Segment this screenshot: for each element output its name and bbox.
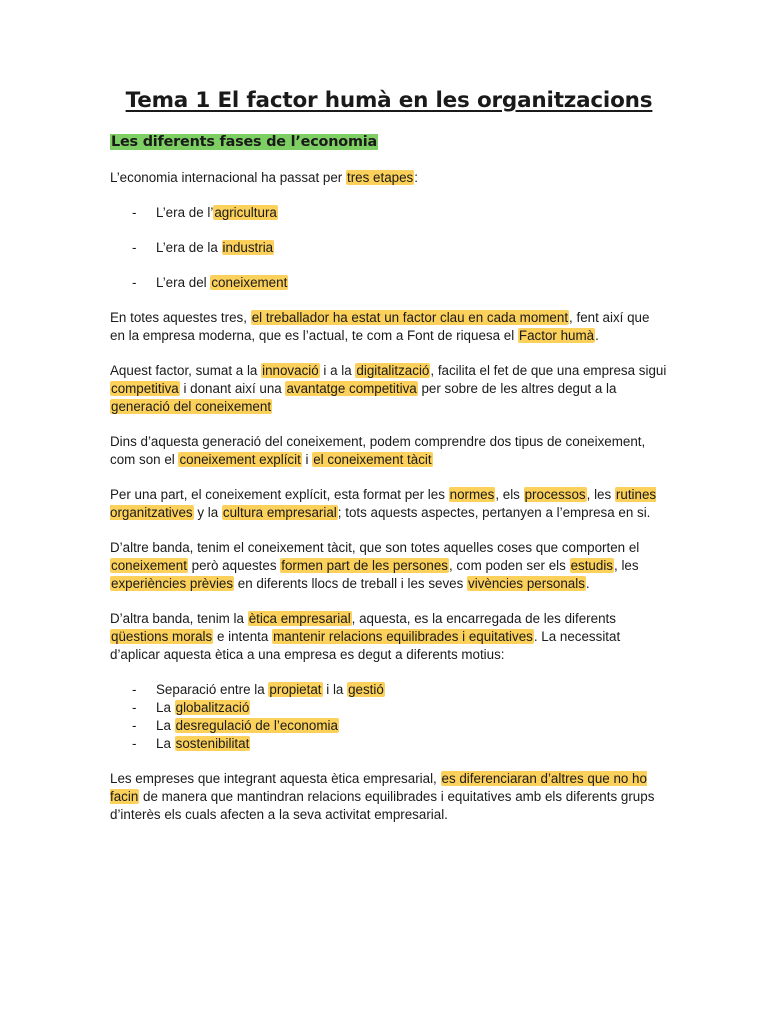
list-item: - Separació entre la propietat i la gestió <box>110 681 668 699</box>
closing-paragraph: Les empreses que integrant aquesta ètica empresarial, es diferenciaran d’altres que no ho facin de manera que mantindran relacions equilibrades i equitatives amb els diferents grups d’interès els cuals afecten a la seva activitat empresarial. <box>110 771 655 822</box>
highlighted-text: mantenir relacions equilibrades i equitatives <box>273 629 533 644</box>
list-item: - L’era de la industria <box>110 239 668 257</box>
highlighted-text: el coneixement tàcit <box>313 452 432 467</box>
highlighted-text: tres etapes <box>346 170 414 185</box>
highlighted-text: experiències prèvies <box>111 576 234 591</box>
highlighted-text: rutines organitzatives <box>110 487 657 520</box>
list-item: - L’era del coneixement <box>110 274 668 292</box>
list-item: - L’era de l’agricultura <box>110 204 668 222</box>
highlighted-text: gestió <box>348 682 384 697</box>
highlighted-text: cultura empresarial <box>222 505 337 520</box>
body-paragraph: Per una part, el coneixement explícit, esta format per les normes, els processos, les rutines organitzatives y la cultura empresarial; tots aquests aspectes, pertanyen a l’empresa en si. <box>110 487 657 520</box>
highlighted-text: globalització <box>175 700 250 715</box>
highlighted-text: vivències personals <box>468 576 585 591</box>
highlighted-text: formen part de les persones <box>281 558 448 573</box>
list-item: - La sostenibilitat <box>110 735 668 753</box>
highlighted-text: Factor humà <box>518 328 595 343</box>
highlighted-text: qüestions morals <box>111 629 213 644</box>
highlighted-text: es diferenciaran d’altres que no ho facin <box>110 771 647 804</box>
body-paragraph: D’altre banda, tenim el coneixement tàcit, que son totes aquelles coses que comporten el coneixement però aquestes formen part de les persones, com poden ser els estudis, les experiències prèvies en diferents llocs de treball i les seves vivències personals. <box>110 540 640 591</box>
highlighted-text: innovació <box>262 363 319 378</box>
section-heading-text: Les diferents fases de l’economia <box>111 134 378 150</box>
motius-list <box>110 681 668 753</box>
highlighted-text: processos <box>524 487 586 502</box>
list-item: - La desregulació de l’economia <box>110 717 668 735</box>
section-heading <box>110 132 668 152</box>
document-title: Tema 1 El factor humà en les organitzacions <box>125 88 653 113</box>
highlighted-text: ètica empresarial <box>248 611 351 626</box>
highlighted-text: normes <box>449 487 495 502</box>
intro-paragraph: L’economia internacional ha passat per tres etapes: <box>110 170 418 185</box>
highlighted-text: coneixement <box>211 275 288 290</box>
highlighted-text: avantatge competitiva <box>286 381 417 396</box>
body-paragraph: Dins d’aquesta generació del coneixement, podem comprendre dos tipus de coneixement, com son el coneixement explícit i el coneixement tàcit <box>110 434 646 467</box>
highlighted-text: coneixement <box>111 558 187 573</box>
highlighted-text: digitalització <box>356 363 430 378</box>
highlighted-text: coneixement explícit <box>179 452 301 467</box>
highlighted-text: agricultura <box>214 205 277 220</box>
highlighted-text: generació del coneixement <box>111 399 272 414</box>
eras-list <box>110 204 668 292</box>
list-item: - La globalització <box>110 699 668 717</box>
body-paragraph: En totes aquestes tres, el treballador ha estat un factor clau en cada moment, fent així que en la empresa moderna, que es l’actual, te com a Font de riquesa el Factor humà. <box>110 310 650 343</box>
highlighted-text: desregulació de l’economia <box>175 718 338 733</box>
body-paragraph: D’altra banda, tenim la ètica empresarial, aquesta, es la encarregada de les diferents qüestions morals e intenta mantenir relacions equilibrades i equitatives. La necessitat d’aplicar aquesta ètica a una empresa es degut a diferents motius: <box>110 611 621 662</box>
highlighted-text: industria <box>222 240 274 255</box>
highlighted-text: sostenibilitat <box>175 736 250 751</box>
highlighted-text: propietat <box>269 682 322 697</box>
highlighted-text: estudis <box>570 558 613 573</box>
highlighted-text: competitiva <box>111 381 179 396</box>
highlighted-text: el treballador ha estat un factor clau en cada moment <box>251 310 569 325</box>
body-paragraph: Aquest factor, sumat a la innovació i a la digitalització, facilita el fet de que una empresa sigui competitiva i donant així una avantatge competitiva per sobre de les altres degut a la generació del coneixement <box>110 363 667 414</box>
